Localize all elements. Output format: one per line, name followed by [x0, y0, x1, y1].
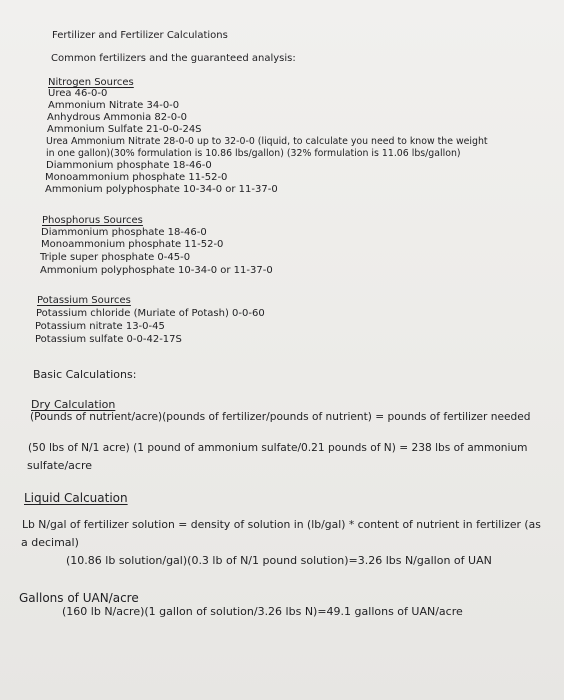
- liquid-calculation-example: (10.86 lb solution/gal)(0.3 lb of N/1 pound solution)=3.26 lbs N/gallon of UAN: [66, 554, 492, 567]
- dry-calculation-formula: (Pounds of nutrient/acre)(pounds of fertilizer/pounds of nutrient) = pounds of fertilizer needed: [30, 411, 531, 423]
- dry-calculation-heading: Dry Calculation: [31, 398, 116, 411]
- liquid-calculation-formula: Lb N/gal of fertilizer solution = density of solution in (lb/gal) * content of nutrient in fertilizer (as: [22, 518, 541, 531]
- potassium-heading: Potassium Sources: [37, 295, 131, 306]
- phosphorus-heading: Phosphorus Sources: [42, 215, 143, 226]
- nitrogen-item: Ammonium polyphosphate 10-34-0 or 11-37-0: [45, 184, 278, 195]
- phosphorus-item: Diammonium phosphate 18-46-0: [41, 227, 207, 238]
- nitrogen-item-continued: in one gallon)(30% formulation is 10.86 lbs/gallon) (32% formulation is 11.06 lbs/gallon): [46, 148, 461, 159]
- intro-text: Common fertilizers and the guaranteed analysis:: [51, 53, 296, 64]
- dry-calculation-example: (50 lbs of N/1 acre) (1 pound of ammonium sulfate/0.21 pounds of N) = 238 lbs of ammonium: [28, 442, 528, 454]
- document-title: Fertilizer and Fertilizer Calculations: [52, 30, 228, 41]
- potassium-item: Potassium chloride (Muriate of Potash) 0-0-60: [36, 308, 265, 319]
- nitrogen-item: Monoammonium phosphate 11-52-0: [45, 172, 228, 183]
- nitrogen-heading: Nitrogen Sources: [48, 77, 134, 88]
- basic-calculations-heading: Basic Calculations:: [33, 368, 137, 381]
- nitrogen-item: Anhydrous Ammonia 82-0-0: [47, 112, 188, 123]
- gallons-per-acre-example: (160 lb N/acre)(1 gallon of solution/3.26 lbs N)=49.1 gallons of UAN/acre: [62, 605, 463, 618]
- liquid-calculation-heading: Liquid Calcuation: [24, 491, 128, 505]
- nitrogen-item: Ammonium Sulfate 21-0-0-24S: [47, 124, 202, 135]
- phosphorus-item: Triple super phosphate 0-45-0: [40, 252, 191, 263]
- potassium-item: Potassium sulfate 0-0-42-17S: [35, 334, 182, 345]
- dry-calculation-example-continued: sulfate/acre: [27, 459, 92, 472]
- liquid-calculation-formula-continued: a decimal): [21, 536, 79, 549]
- nitrogen-item: Ammonium Nitrate 34-0-0: [48, 100, 180, 111]
- potassium-item: Potassium nitrate 13-0-45: [35, 321, 165, 332]
- gallons-per-acre-heading: Gallons of UAN/acre: [19, 591, 139, 605]
- phosphorus-item: Monoammonium phosphate 11-52-0: [41, 239, 224, 250]
- nitrogen-item: Urea 46-0-0: [48, 88, 108, 99]
- nitrogen-item: Urea Ammonium Nitrate 28-0-0 up to 32-0-0 (liquid, to calculate you need to know the weight: [46, 136, 488, 147]
- nitrogen-item: Diammonium phosphate 18-46-0: [46, 160, 212, 171]
- phosphorus-item: Ammonium polyphosphate 10-34-0 or 11-37-0: [40, 265, 273, 276]
